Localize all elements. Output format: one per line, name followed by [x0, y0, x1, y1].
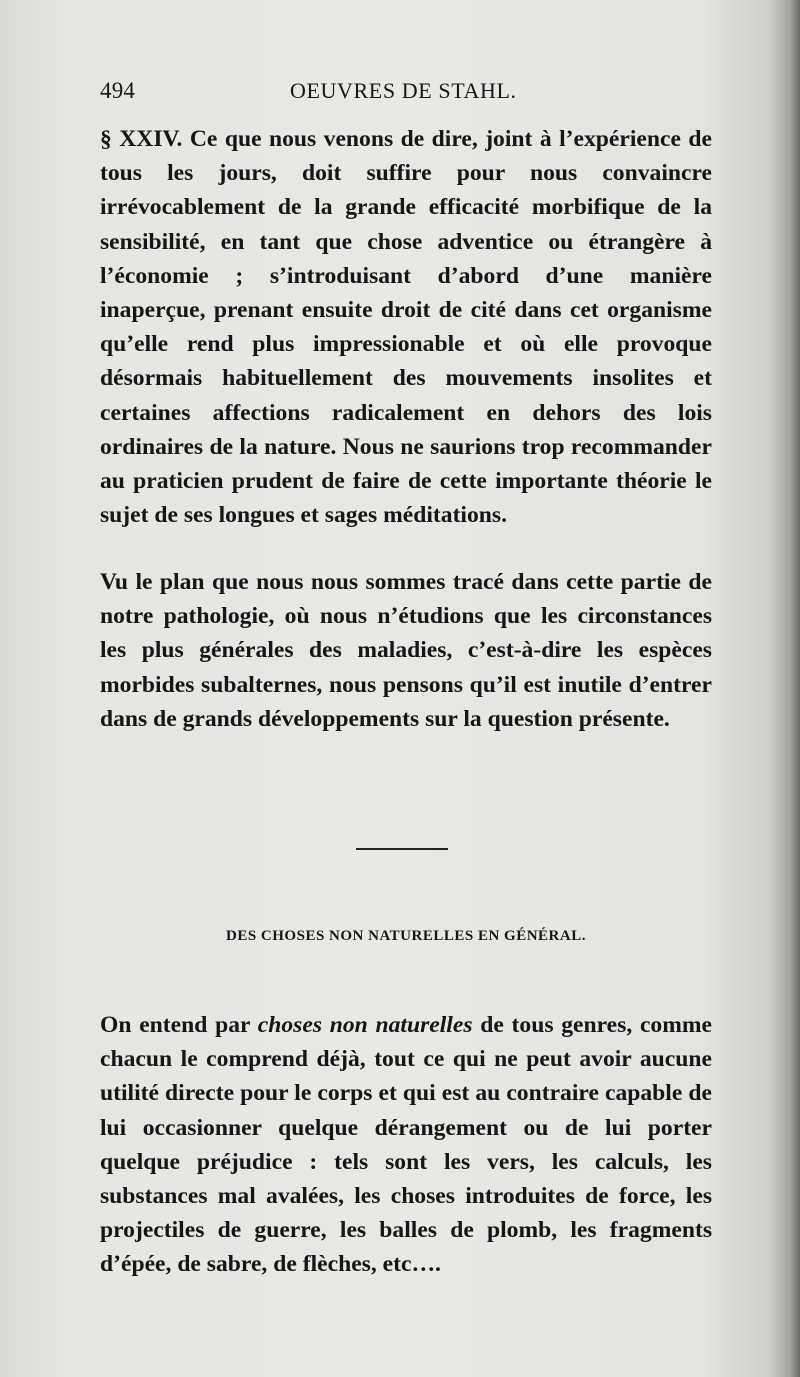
paragraph-3 — [100, 1008, 712, 1282]
paragraph-3-text — [100, 1008, 712, 1282]
section-title: DES CHOSES NON NATURELLES EN GÉNÉRAL. — [226, 928, 586, 944]
running-head: OEUVRES DE STAHL. — [290, 78, 517, 103]
paragraph-3-lead: On entend par — [100, 1012, 258, 1038]
section-divider — [356, 848, 448, 850]
page-edge-shadow — [790, 0, 800, 1377]
paragraph-3-body: de tous genres, comme chacun le comprend déjà, tout ce qui ne peut avoir aucune utilité directe pour le corps et qui est au contraire capable de lui occasionner quelque dérangement ou de lui porter quelque préjudice : tels sont les vers, les calculs, les substances mal avalées, les choses introduites de force, les projectiles de guerre, les balles de plomb, les fragments d’épée, de sabre, de flèches, etc…. — [100, 1012, 712, 1278]
page-number: 494 — [100, 78, 136, 103]
section-marker: § XXIV. — [100, 126, 183, 152]
paragraph-3-italic-term: choses non naturelles — [257, 1012, 473, 1038]
paragraph-1 — [100, 122, 712, 532]
paragraph-1-text — [100, 122, 712, 532]
page-header — [100, 78, 660, 108]
paragraph-2-text: Vu le plan que nous nous sommes tracé dans cette partie de notre pathologie, où nous n’étudions que les circonstances les plus générales des maladies, c’est-à-dire les espèces morbides subalternes, nous pensons qu’il est inutile d’entrer dans de grands développements sur la question présente. — [100, 569, 712, 732]
paragraph-1-body: Ce que nous venons de dire, joint à l’expérience de tous les jours, doit suffire pour nous convaincre irrévocablement de la grande efficacité morbifique de la sensibilité, en tant que chose adventice ou étrangère à l’économie ; s’introduisant d’abord d’une manière inaperçue, prenant ensuite droit de cité dans cet organisme qu’elle rend plus impressionable et où elle provoque désormais habituellement des mouvements insolites et certaines affections radicalement en dehors des lois ordinaires de la nature. Nous ne saurions trop recommander au praticien prudent de faire de cette importante théorie le sujet de ses longues et sages méditations. — [100, 126, 712, 529]
paragraph-2 — [100, 565, 712, 736]
